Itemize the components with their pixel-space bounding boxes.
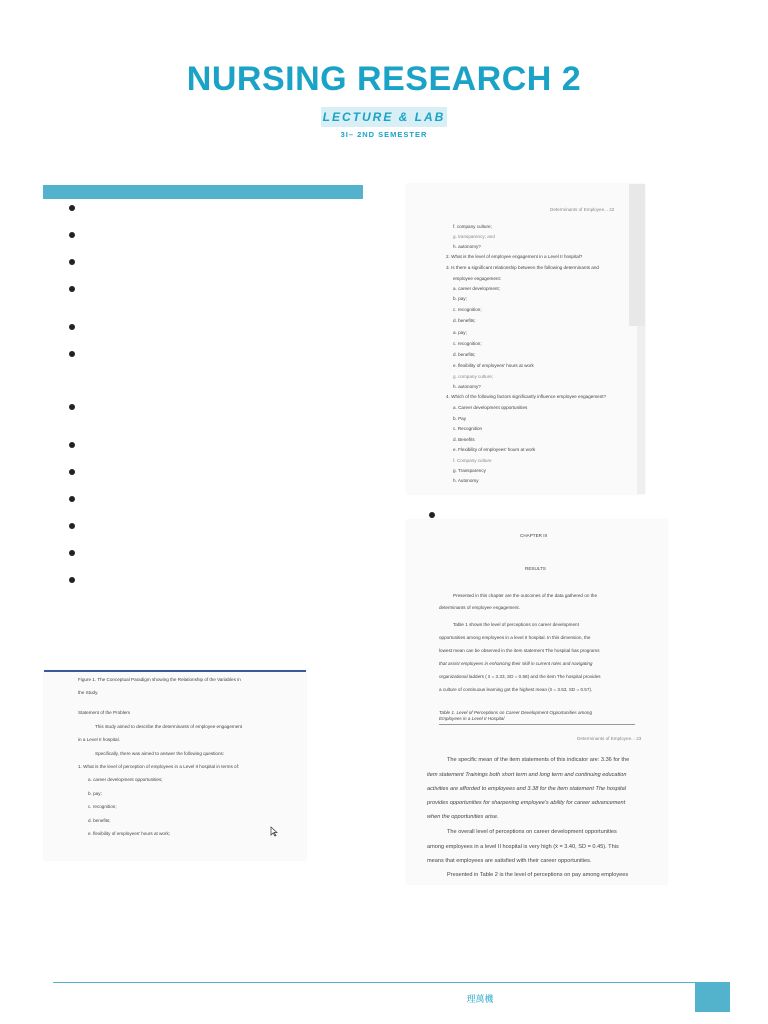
doc-line: provides opportunities for sharpening employee's ability for career advancement (427, 800, 626, 806)
doc-line: d. benefits; (453, 352, 476, 357)
bullet (69, 259, 75, 265)
section-heading: RESULTS (525, 566, 546, 571)
doc-line: f. company culture; (453, 224, 492, 229)
doc-line: lowest mean can be observed in the item statement The hospital has programs (439, 648, 600, 653)
page-top-rule (44, 670, 306, 672)
footer-accent-box (695, 982, 730, 1012)
footer-rule (53, 982, 713, 983)
bullet (69, 232, 75, 238)
doc-line: g. Transparency (453, 468, 486, 473)
doc-line: when the opportunities arise. (427, 814, 499, 820)
subtitle: LECTURE & LAB (322, 110, 446, 124)
doc-line: Statement of the Problem (78, 710, 131, 715)
doc-line: in a Level II hospital. (78, 737, 120, 742)
doc-line: a. career development opportunities; (88, 777, 163, 782)
running-head: Determinants of Employee... 23 (577, 736, 642, 741)
footer-signature: 理萬機 (466, 994, 494, 1004)
running-head: Determinants of Employee... 22 (550, 207, 615, 212)
doc-line: b. Pay (453, 416, 467, 421)
doc-line: b. pay; (453, 296, 467, 301)
doc-line: item statement Trainings both short term and long term and continuing education (427, 772, 627, 778)
doc-line: The overall level of perceptions on career development opportunities (447, 829, 617, 835)
doc-line: e. Flexibility of employees' hours at work (453, 447, 536, 452)
bullet (69, 286, 75, 292)
mouse-cursor-icon (270, 826, 278, 837)
doc-line: Table 1 shows the level of perceptions on career development (453, 622, 579, 627)
bullet (69, 523, 75, 529)
document-page-3 (44, 670, 306, 860)
doc-line: the Study. (78, 690, 99, 695)
doc-line: 4. Which of the following factors significantly influence employee engagement? (446, 394, 607, 399)
doc-line: h. autonomy? (453, 244, 481, 249)
doc-line: c. Recognition (453, 426, 483, 431)
doc-line: opportunities among employees in a level II hospital. In this dimension, the (439, 635, 591, 640)
doc-line: f. Company culture (453, 458, 492, 463)
doc-line: This study aimed to describe the determinants of employee engagement (95, 724, 243, 729)
doc-line: a. pay; (453, 330, 467, 335)
bullet (69, 577, 75, 583)
document-page-1 (407, 184, 645, 494)
bullet (69, 205, 75, 211)
doc-line: Presented in Table 2 is the level of perceptions on pay among employees (447, 872, 629, 878)
bullet (69, 442, 75, 448)
chapter-heading: CHAPTER III (520, 533, 548, 538)
doc-line: b. pay; (88, 791, 102, 796)
doc-line: means that employees are satisfied with their career opportunities. (427, 858, 592, 864)
bullet (69, 469, 75, 475)
doc-line: c. recognition; (453, 341, 482, 346)
doc-line: Presented in this chapter are the outcomes of the data gathered on the (453, 593, 598, 598)
semester-label: 3I– 2ND SEMESTER (340, 130, 428, 139)
bullet (69, 404, 75, 410)
doc-line: employee engagement: (453, 276, 502, 281)
section-header-bar (43, 185, 363, 199)
doc-line: c. recognition; (453, 307, 482, 312)
doc-line: organizational ladders ( x̄ = 3.33, SD = 0.58) and the item The hospital provides (439, 674, 601, 679)
doc-line: The specific mean of the item statements of this indicator are: 3.36 for the (447, 757, 630, 763)
document-page-2 (407, 520, 667, 884)
page-title: NURSING RESEARCH 2 (186, 60, 582, 98)
doc-line: h. autonomy? (453, 384, 481, 389)
doc-line: h. Autonomy (453, 478, 479, 483)
doc-line: 3. Is there a significant relationship between the following determinants and (446, 265, 599, 270)
doc-line: 1. What is the level of perception of employees in a Level II hospital in terms of: (78, 764, 240, 769)
doc-line: d. Benefits (453, 437, 475, 442)
doc-line: a culture of continuous learning got the highest mean (x̄ = 3.53, SD = 0.57). (439, 687, 593, 692)
doc-line: Specifically, there was aimed to answer the following questions: (95, 751, 225, 756)
doc-line: 2. What is the level of employee engagement in a Level II hospital? (446, 254, 583, 259)
bullet (429, 512, 435, 518)
bullet (69, 324, 75, 330)
doc-line: g. transparency; and (453, 234, 495, 239)
bullet (69, 351, 75, 357)
table-caption: Employees in a Level II Hospital (439, 716, 505, 721)
page-edge (629, 184, 645, 326)
doc-line: d. benefits; (88, 818, 111, 823)
bullet (69, 550, 75, 556)
doc-line: a. Career development opportunities (453, 405, 528, 410)
doc-line: that assist employees in enhancing their skill in current roles and navigating (439, 661, 593, 666)
doc-line: a. career development; (453, 286, 500, 291)
doc-line: g. company culture; (453, 374, 494, 379)
doc-line: activities are afforded to employees and 3.38 for the item statement The hospital (427, 786, 626, 792)
doc-line: determinants of employee engagement. (439, 605, 520, 610)
table-caption: Table 1. Level of Perceptions on Career Development Opportunities among (439, 710, 593, 715)
doc-line: Figure 1. The Conceptual Paradigm showing the Relationship of the Variables in (78, 677, 241, 682)
doc-line: d. benefits; (453, 318, 476, 323)
doc-line: e. flexibility of employees' hours at work (453, 363, 534, 368)
doc-line: among employees in a level II hospital is very high (x̄ = 3.40, SD = 0.45). This (427, 844, 619, 850)
page-edge (637, 326, 645, 494)
doc-line: e. flexibility of employees' hours at work; (88, 831, 171, 836)
table-rule (439, 724, 635, 725)
bullet (69, 496, 75, 502)
doc-line: c. recognition; (88, 804, 117, 809)
subtitle-badge (321, 107, 447, 127)
